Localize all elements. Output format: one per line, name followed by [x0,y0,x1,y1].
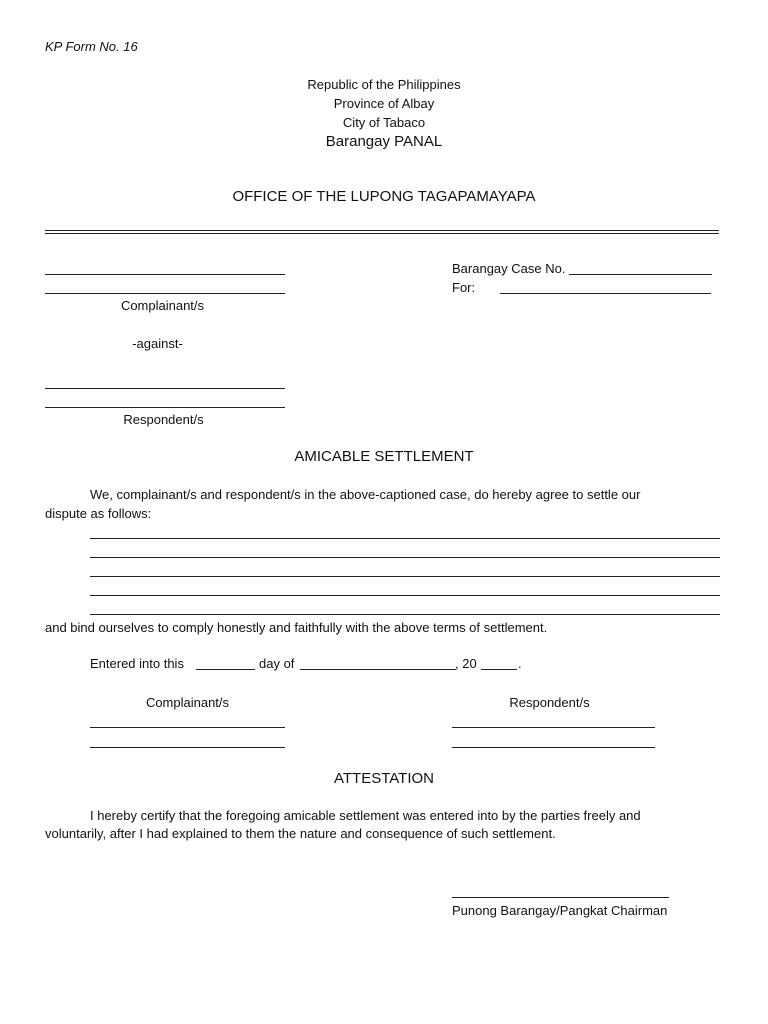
complainant-blank-2[interactable] [45,293,285,294]
respondents-caption: Respondent/s [123,412,204,427]
terms-blank-3[interactable] [90,576,720,577]
header-divider [45,230,719,234]
for-blank[interactable] [500,293,711,294]
terms-blank-5[interactable] [90,614,720,615]
complainants-caption: Complainant/s [120,298,205,313]
year-prefix: , 20 [455,656,477,671]
settlement-title: AMICABLE SETTLEMENT [294,448,474,465]
intro-line-1: We, complainant/s and respondent/s in the above-captioned case, do hereby agree to settle our [90,487,641,502]
chairman-label: Punong Barangay/Pangkat Chairman [452,903,668,918]
entered-prefix: Entered into this [90,656,184,671]
case-no-label: Barangay Case No. [452,261,566,276]
terms-blank-1[interactable] [90,538,720,539]
day-of-label: day of [259,656,295,671]
office-title: OFFICE OF THE LUPONG TAGAPAMAYAPA [232,188,536,205]
closing-line: and bind ourselves to comply honestly and faithfully with the above terms of settlement. [45,620,548,635]
respondent-signature-2[interactable] [452,747,655,748]
for-label: For: [452,280,476,295]
attestation-title: ATTESTATION [334,770,434,787]
month-blank[interactable] [300,669,456,670]
complainant-blank-1[interactable] [45,274,285,275]
case-no-blank[interactable] [569,274,712,275]
province-line: Province of Albay [333,96,435,111]
intro-line-2: dispute as follows: [45,506,152,521]
attestation-line-1: I hereby certify that the foregoing amicable settlement was entered into by the parties freely and [90,808,641,823]
city-line: City of Tabaco [342,115,426,130]
entered-period: . [518,656,522,671]
republic-line: Republic of the Philippines [307,77,461,92]
sign-complainants-label: Complainant/s [145,695,230,710]
complainant-signature-1[interactable] [90,727,285,728]
attestation-line-2: voluntarily, after I had explained to them the nature and consequence of such settlement. [45,826,556,841]
terms-blank-4[interactable] [90,595,720,596]
complainant-signature-2[interactable] [90,747,285,748]
terms-blank-2[interactable] [90,557,720,558]
sign-respondents-label: Respondent/s [509,695,590,710]
year-blank[interactable] [481,669,517,670]
respondent-blank-2[interactable] [45,407,285,408]
chairman-signature-line[interactable] [452,897,669,898]
form-number: KP Form No. 16 [45,39,138,54]
day-blank[interactable] [196,669,255,670]
barangay-name: Barangay PANAL [325,133,443,150]
respondent-blank-1[interactable] [45,388,285,389]
respondent-signature-1[interactable] [452,727,655,728]
against-label: -against- [132,336,183,351]
